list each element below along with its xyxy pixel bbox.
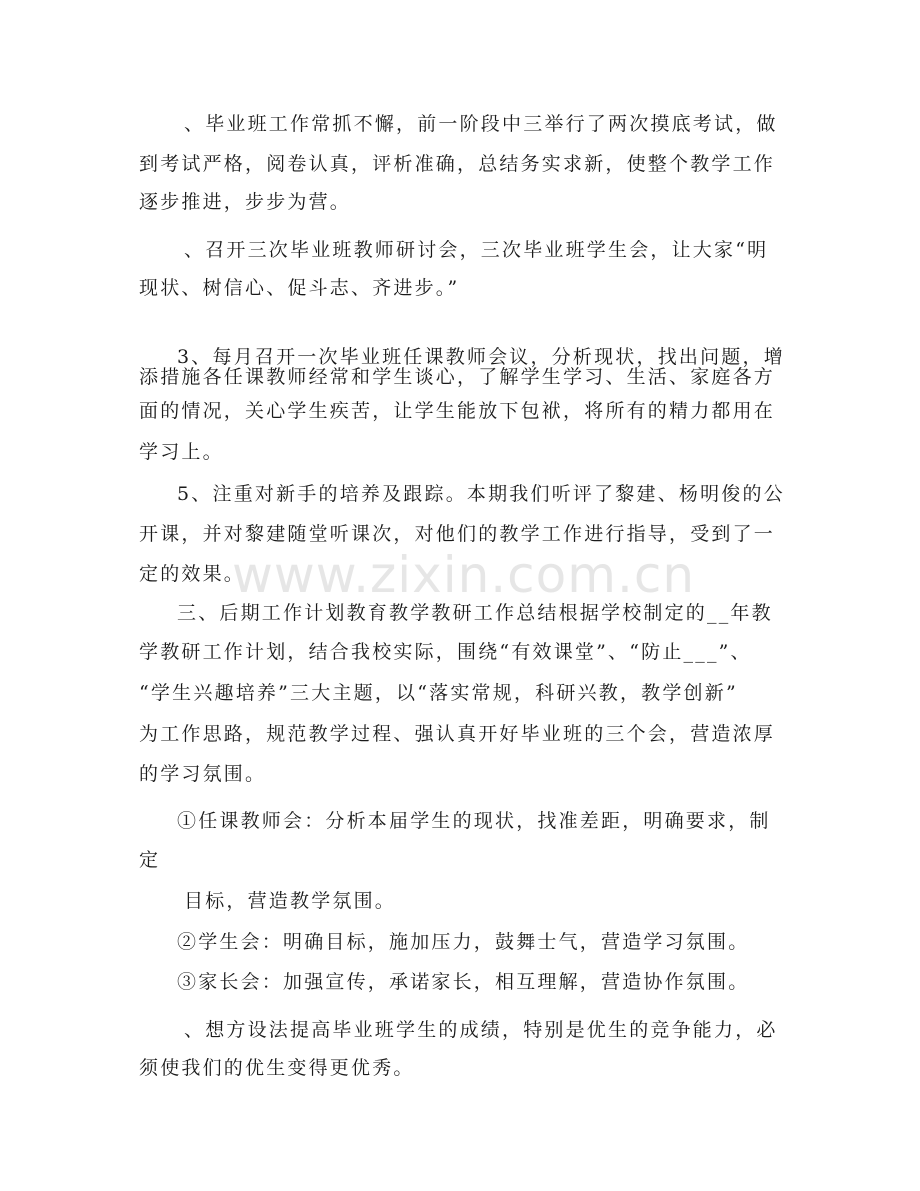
text-line: 开课，并对黎建随堂听课次，对他们的教学工作进行指导，受到了一 [139, 523, 776, 545]
text-line: 到考试严格，阅卷认真，评析准确，总结务实求新，使整个教学工作 [139, 153, 776, 175]
text-line: 三、后期工作计划教育教学教研工作总结根据学校制定的__年教 [177, 602, 773, 624]
text-line: 为工作思路，规范教学过程、强认真开好毕业班的三个会，营造浓厚 [139, 723, 776, 745]
text-line: 须使我们的优生变得更优秀。 [139, 1057, 415, 1079]
text-line: 定 [139, 849, 161, 871]
text-line: 、毕业班工作常抓不懈，前一阶段中三举行了两次摸底考试，做 [184, 113, 778, 135]
text-line: 定的效果。 [139, 563, 246, 585]
text-line: ②学生会：明确目标，施加压力，鼓舞士气，营造学习氛围。 [177, 931, 750, 953]
watermark: www.zixin.com.cn [232, 546, 696, 604]
text-line: 现状、树信心、促斗志、齐进步。” [139, 277, 460, 299]
text-line: 的学习氛围。 [139, 763, 267, 785]
text-line: ①任课教师会：分析本届学生的现状，找准差距，明确要求，制 [177, 810, 771, 832]
text-line: 、召开三次毕业班教师研讨会，三次毕业班学生会，让大家“明 [184, 239, 769, 261]
text-line: 3、每月召开一次毕业班任课教师会议，分析现状，找出问题，增 [177, 346, 785, 368]
text-line: 目标，营造教学氛围。 [184, 890, 397, 912]
text-line: 添措施各任课教师经常和学生谈心，了解学生学习、生活、家庭各方 [139, 366, 776, 388]
text-line: 、想方设法提高毕业班学生的成绩，特别是优生的竞争能力，必 [184, 1019, 778, 1041]
text-line: 5、注重对新手的培养及跟踪。本期我们听评了黎建、杨明俊的公 [177, 483, 785, 505]
text-line: 逐步推进，步步为营。 [139, 191, 352, 213]
text-line: ③家长会：加强宣传，承诺家长，相互理解，营造协作氛围。 [177, 971, 750, 993]
text-line: “学生兴趣培养”三大主题，以“落实常规，科研兴教，教学创新” [139, 682, 738, 704]
text-line: 学习上。 [139, 441, 224, 463]
text-line: 面的情况，关心学生疾苦，让学生能放下包袱，将所有的精力都用在 [139, 400, 776, 422]
text-line: 学教研工作计划，结合我校实际，围绕“有效课堂”、“防止___”、 [139, 641, 752, 663]
